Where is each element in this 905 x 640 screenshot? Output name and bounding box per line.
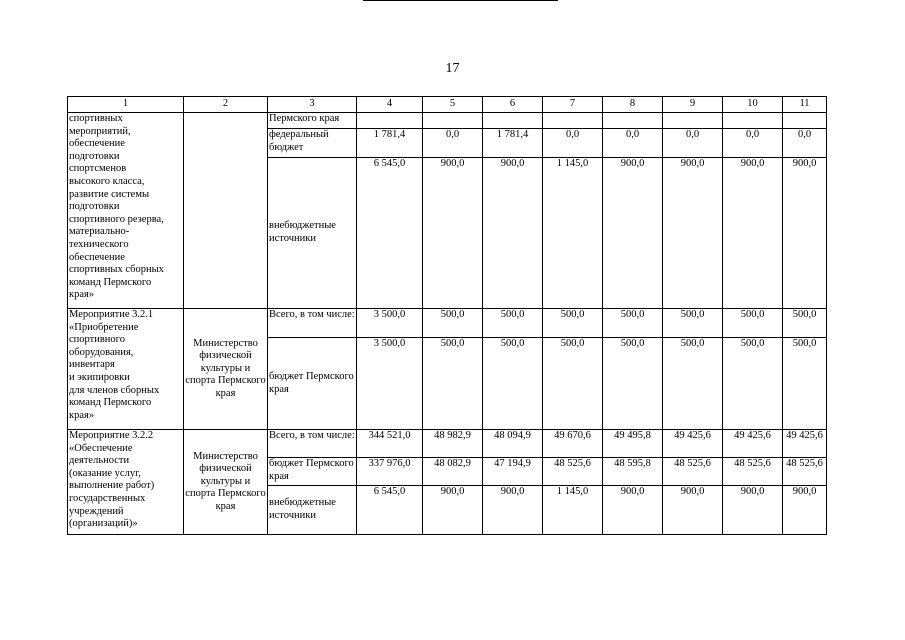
value-cell: 48 982,9 — [423, 430, 483, 458]
value-cell: 48 595,8 — [603, 458, 663, 486]
activity-name-line: инвентаря — [69, 359, 115, 371]
value-cell: 900,0 — [783, 158, 827, 309]
funding-source: Пермского края — [268, 113, 357, 129]
table-row — [68, 309, 827, 338]
value-cell: 900,0 — [723, 486, 783, 535]
activity-name-line: государственных — [69, 492, 146, 504]
value-cell: 3 500,0 — [357, 338, 423, 430]
header-cell: 8 — [603, 97, 663, 113]
activity-name-line: подготовки — [69, 201, 120, 213]
value-cell: 900,0 — [603, 158, 663, 309]
value-cell: 48 082,9 — [423, 458, 483, 486]
value-cell: 0,0 — [723, 129, 783, 158]
value-cell: 500,0 — [483, 338, 543, 430]
header-row — [68, 97, 827, 113]
header-cell: 2 — [184, 97, 268, 113]
value-cell: 900,0 — [603, 486, 663, 535]
activity-name-line: (организаций)» — [69, 518, 138, 530]
value-cell: 49 425,6 — [663, 430, 723, 458]
header-cell: 3 — [268, 97, 357, 113]
executor-cell — [184, 113, 268, 309]
value-cell: 500,0 — [543, 309, 603, 338]
value-cell: 500,0 — [423, 309, 483, 338]
value-cell — [663, 113, 723, 129]
activity-name-line: обеспечение — [69, 138, 125, 150]
activity-name-line: «Обеспечение — [69, 442, 133, 454]
header-cell: 5 — [423, 97, 483, 113]
activity-name-line: подготовки — [69, 150, 120, 162]
activity-name-line: Мероприятие 3.2.2 — [69, 430, 154, 441]
value-cell: 500,0 — [483, 309, 543, 338]
activity-name-line: края» — [69, 409, 95, 421]
activity-name-line: оборудования, — [69, 346, 134, 358]
value-cell: 900,0 — [663, 158, 723, 309]
value-cell — [483, 113, 543, 129]
header-cell: 9 — [663, 97, 723, 113]
value-cell: 3 500,0 — [357, 309, 423, 338]
value-cell: 49 495,8 — [603, 430, 663, 458]
value-cell: 500,0 — [603, 309, 663, 338]
activity-name-line: материально- — [69, 226, 130, 238]
value-cell — [723, 113, 783, 129]
activity-name-line: технического — [69, 238, 129, 250]
value-cell — [603, 113, 663, 129]
value-cell: 900,0 — [423, 486, 483, 535]
value-cell: 49 425,6 — [783, 430, 827, 458]
header-cell: 1 — [68, 97, 184, 113]
activity-name-line: обеспечение — [69, 251, 125, 263]
activity-name-line: спортивного резерва, — [69, 213, 164, 225]
top-rule — [363, 0, 558, 1]
value-cell: 1 145,0 — [543, 486, 603, 535]
activity-name-cell — [68, 430, 184, 535]
value-cell: 48 525,6 — [543, 458, 603, 486]
activity-name-cell — [68, 113, 184, 309]
value-cell — [783, 113, 827, 129]
value-cell: 48 525,6 — [723, 458, 783, 486]
activity-name-line: спортивного — [69, 334, 125, 346]
program-table — [67, 96, 827, 535]
activity-name-line: (оказание услуг, — [69, 467, 141, 479]
value-cell: 1 145,0 — [543, 158, 603, 309]
funding-source: внебюджетные источники — [268, 158, 357, 309]
value-cell: 47 194,9 — [483, 458, 543, 486]
value-cell: 500,0 — [723, 309, 783, 338]
activity-name-line: для членов сборных — [69, 384, 160, 396]
activity-name-line: мероприятий, — [69, 125, 131, 137]
value-cell: 900,0 — [723, 158, 783, 309]
funding-source: внебюджетные источники — [268, 486, 357, 535]
activity-name-line: спортсменов — [69, 163, 127, 175]
value-cell: 1 781,4 — [357, 129, 423, 158]
value-cell: 0,0 — [543, 129, 603, 158]
activity-name-line: команд Пермского — [69, 276, 152, 288]
activity-name-line: команд Пермского — [69, 397, 152, 409]
executor-cell: Министерство физической культуры и спорта Пермского края — [184, 309, 268, 430]
value-cell: 344 521,0 — [357, 430, 423, 458]
value-cell: 0,0 — [783, 129, 827, 158]
table-row — [68, 430, 827, 458]
activity-name-cell — [68, 309, 184, 430]
value-cell — [423, 113, 483, 129]
value-cell: 49 425,6 — [723, 430, 783, 458]
value-cell: 500,0 — [783, 338, 827, 430]
value-cell: 48 094,9 — [483, 430, 543, 458]
funding-source: бюджет Пермского края — [268, 458, 357, 486]
page-number: 17 — [445, 61, 460, 76]
value-cell: 48 525,6 — [783, 458, 827, 486]
activity-name-line: Мероприятие 3.2.1 — [69, 309, 154, 320]
value-cell: 900,0 — [783, 486, 827, 535]
value-cell — [357, 113, 423, 129]
activity-name-line: учреждений — [69, 505, 124, 517]
value-cell — [543, 113, 603, 129]
value-cell: 900,0 — [483, 486, 543, 535]
value-cell: 500,0 — [663, 338, 723, 430]
funding-source: федеральный бюджет — [268, 129, 357, 158]
header-cell: 6 — [483, 97, 543, 113]
value-cell: 6 545,0 — [357, 486, 423, 535]
value-cell: 500,0 — [723, 338, 783, 430]
activity-name-line: выполнение работ) — [69, 480, 155, 492]
executor-cell: Министерство физической культуры и спорта Пермского края — [184, 430, 268, 535]
funding-source: Всего, в том числе: — [268, 430, 357, 458]
header-cell: 7 — [543, 97, 603, 113]
value-cell: 1 781,4 — [483, 129, 543, 158]
value-cell: 500,0 — [603, 338, 663, 430]
value-cell: 500,0 — [423, 338, 483, 430]
value-cell: 0,0 — [663, 129, 723, 158]
value-cell: 337 976,0 — [357, 458, 423, 486]
value-cell: 500,0 — [783, 309, 827, 338]
value-cell: 0,0 — [603, 129, 663, 158]
activity-name-line: деятельности — [69, 455, 130, 467]
activity-name-line: спортивных сборных — [69, 264, 164, 276]
value-cell: 49 670,6 — [543, 430, 603, 458]
activity-name-line: высокого класса, — [69, 175, 145, 187]
value-cell: 48 525,6 — [663, 458, 723, 486]
value-cell: 900,0 — [663, 486, 723, 535]
value-cell: 900,0 — [483, 158, 543, 309]
table-row — [68, 113, 827, 129]
activity-name-line: спортивных — [69, 113, 123, 124]
activity-name-line: «Приобретение — [69, 321, 139, 333]
value-cell: 0,0 — [423, 129, 483, 158]
value-cell: 6 545,0 — [357, 158, 423, 309]
activity-name-line: развитие системы — [69, 188, 150, 200]
value-cell: 500,0 — [663, 309, 723, 338]
activity-name-line: края» — [69, 289, 95, 301]
activity-name-line: и экипировки — [69, 371, 130, 383]
funding-source: бюджет Пермского края — [268, 338, 357, 430]
header-cell: 10 — [723, 97, 783, 113]
header-cell: 4 — [357, 97, 423, 113]
header-cell: 11 — [783, 97, 827, 113]
funding-source: Всего, в том числе: — [268, 309, 357, 338]
value-cell: 500,0 — [543, 338, 603, 430]
value-cell: 900,0 — [423, 158, 483, 309]
